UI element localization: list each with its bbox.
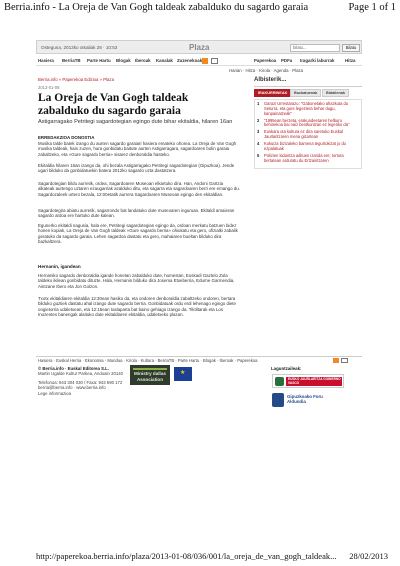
star-icon: ★ [180,370,186,376]
nav-item-iberoak[interactable]: Iberoak [135,58,151,63]
article-paragraph: Sagardotegian bildu aurretik, ordea, Sagardoaren Museoan elkartuko dira. Han, Andoni Gartzia alkateak aurtengo uztaren ezaugarriak azalduko ditu, eta sagarra eta sagardoaren berri ere emango du. Sagardozaleek urtero bezala, 12:00etatik aurrera Sagardoaren Museoan egingo den ekitaldian. [38,181,240,197]
sponsor-logo-gipuzkoa[interactable] [272,392,332,408]
article-subhead: Hernanin, igandean [38,264,81,269]
company-name: © Berria.info · Euskal Editorea S.L. [38,366,109,371]
tab-irakurrienak[interactable]: IRAKURRINEAK [254,89,291,97]
list-item[interactable] [257,130,359,140]
crest-icon [275,377,284,386]
web-page [36,40,362,420]
sponsor-name: EUSKO JAURLARITZA GOBIERNO VASCO [288,377,341,386]
tab-bidalienak[interactable]: Bidalienak [322,89,349,97]
list-item-link[interactable]: Polizien kiduntza adituen izarida ere; tortura bertatean arduratu du Ertzaintzaren [264,152,344,163]
article-paragraph: Musika talde batek izango du aurten sagardo garaiari hasiera emateko ohorea. La Oreja de Van Gogh musika taldeak, hain zuzen, hura gonbidatu baitute aurten Astigarragara, sagardoaren bolin garaia zabaltzeko, eta «Gure sagardo berria» sisarez denboraldia hasteko. [38,141,237,157]
article-paragraph: Egunerko ekitaldi nagusia, hala ere, Petritegi sagardotegian egingo da, ordoan merkatu batzuen bidez honen kopiak, La Oreja de Van Gogh taldeak «Gure sagardo berria» ohiukatu eta gero, ofizialki zabalik geratuko da sagardo garaia. Lehen sagardoa dastatu eta gero, mahaiaren bueltan bilduko dira bazkaltzera. [38,223,238,244]
article-byline: ERREDAKZIOA DONOSTIA [38,135,95,140]
logo-stripe [133,368,167,370]
tab-bozkatuenak[interactable]: Bozkatuenak [290,89,321,97]
print-footer [0,549,400,563]
article-paragraph: Sagardotegira abiatu aurretik, sagarrondo bat landatuko dute museoaren inguruan. Ekitaldi amaieran sagardo ardoa ere hartuko dute kalean. [38,208,235,219]
ministry-logo [130,365,170,385]
sponsor-name: Gipuzkoako Foru Aldundia [287,394,323,405]
company-address: Martin Ugalde Kultur Parkea, Andoain 20140 [38,371,124,377]
nav-item-paperekoa[interactable]: Paperekoa [254,58,277,63]
list-item[interactable] [257,119,359,129]
sub-nav [36,67,362,75]
section-title: Plaza [189,43,210,52]
article-paragraph: Hernaniko sagardo denboraldia igande honetan zabalduko dute, homestan, Euskadi Gaztelo Zola taldeko ikilean gonbidatu dituzte. Hala, Hernanin bilduko dira Josema Etxeberria, Edurne Garmendia, Aintzane Ibero eta Jon Golzon. [38,273,235,289]
nav-item-pdfa[interactable]: PDFa [281,58,293,63]
nav-item-parte-hartu[interactable]: Parte Hartu [87,58,111,63]
search-button[interactable]: Bilatu [342,44,360,52]
nav-item-blogak[interactable]: Blogak [116,58,131,63]
list-item[interactable] [257,102,359,117]
eu-flag-logo [174,367,192,381]
nav-item-kanalak[interactable]: Kanalak [156,58,173,63]
list-item[interactable] [257,154,359,164]
nav-item-zuzenekoak[interactable]: Zuzenekoak [177,58,203,63]
nav-item-berriatb[interactable]: BerriaTB [62,58,81,63]
main-nav [36,56,362,66]
list-item-link[interactable]: "1995ean berzeta, erakundeetaren helburu behinekoa bai naiz bestkuntzan ez legeriko da" [264,117,350,128]
legal-link[interactable]: Lege informazioa [38,390,71,396]
rss-icon[interactable] [333,358,339,363]
most-read-list [254,99,362,169]
footer-nav [36,356,362,364]
article-paragraph: Txotx ekitaldiaren ekitaldia 12:30ean hasiko da, eta ondoren denboraldia zabaltzeko ondoren, bertara bilduko guztiek dastatu ahal izango dute sagardo berria. Gonbidatuak ordu erdi lehenago egingo diete ongietorria udaletxean, eta 12:15ean txalaparta bat baino gehiago izango da. Tiktiltarak eta Los Inozentes banengak alaituko dute ekitaldiaren ekitaldia, udaletxeko plazan. [38,296,236,317]
sub-nav-links[interactable]: Harian · Hitza · Kirola · Agenda · Plaza [229,68,304,73]
top-bar [36,40,362,54]
list-item-number: 3 [257,129,260,135]
print-header [0,0,400,16]
breadcrumb[interactable]: Berria.info » Paperekoa Edizioa » Plaza [38,77,114,82]
sidebar-header: Albisterik... [254,77,362,87]
ministry-logo-text: Ministry dallas Association [134,371,166,382]
list-item-number: 1 [257,100,260,106]
article-lead: Astigarragako Petritegi sagardotegian egingo dute bihar ekitaldia, hilaren 16an [38,119,233,125]
sponsor-logo-eusko-jaurlaritza[interactable] [272,374,344,388]
nav-item-hitza[interactable]: Hitza [345,58,356,63]
company-phone: Telefonoa: 943 304 030 / Faxa: 943 590 172 [38,379,123,385]
publication-date: 2013-01-08 [38,85,60,90]
nav-item-hasiera[interactable]: Hasiera [38,58,54,63]
list-item-link[interactable]: Kokuiza bizizaleko bamena tegurtokizat jo du ezpalatuak [264,141,346,152]
print-date: 28/02/2013 [349,551,388,561]
list-item-number: 5 [257,152,260,158]
crest-icon [272,393,284,407]
sidebar-most-read [254,77,362,169]
sponsors-label: Laguntzaileak: [271,366,302,371]
article-paragraph: Ekitaldia hilaren 16an izango da, ohi bezala Astigarragako Petritegi sagardotegian (Gipuzkoa). Jende ugari bilduko da gonbidatuekin batera 2012ko sagardo uzta dastatzera. [38,163,235,174]
list-item-link[interactable]: Euskara ota kultura ez dira saretuko Euskal Jaurlaritzaren mena gizartean [264,129,343,140]
print-page-title: Berria.info - La Oreja de Van Gogh taldeak zabalduko du sagardo garaia [4,2,309,13]
article-title: La Oreja de Van Gogh taldeak zabalduko du sagardo garaia [38,92,189,117]
list-item-number: 2 [257,117,260,123]
rss-icon[interactable] [202,58,208,64]
current-date: Osteguna, 2013ko otsailak 28 · 10:53 [41,45,118,50]
nav-item-iragarki-laburrak[interactable]: Iragarki laburrak [300,58,335,63]
footer-links[interactable]: Hasiera · Euskal Herria · Ekonomia · Mundua · Kirola · Kultura · BerriaTB · Parte Hartu · Blogak · Iberoak · Paperekoa [38,358,258,363]
company-contact[interactable]: berria@berria.info · www.berria.info [38,385,106,391]
company-info [38,366,128,396]
sidebar-tabs [254,89,362,98]
mail-icon[interactable] [341,358,348,363]
print-page-number: Page 1 of 1 [348,2,396,13]
mail-icon[interactable] [211,58,218,64]
list-item-link[interactable]: Garazi Urrestarazu: "Gabonetako ahazkuta du Seturra, eta gure legeztera behar dugu, kanpainatzeak" [264,100,349,116]
list-item-number: 4 [257,141,260,147]
search-input[interactable]: bilatu... [290,44,340,52]
print-url: http://paperekoa.berria.info/plaza/2013-01-08/036/001/la_oreja_de_van_gogh_taldeak... [36,551,337,561]
list-item[interactable] [257,142,359,152]
